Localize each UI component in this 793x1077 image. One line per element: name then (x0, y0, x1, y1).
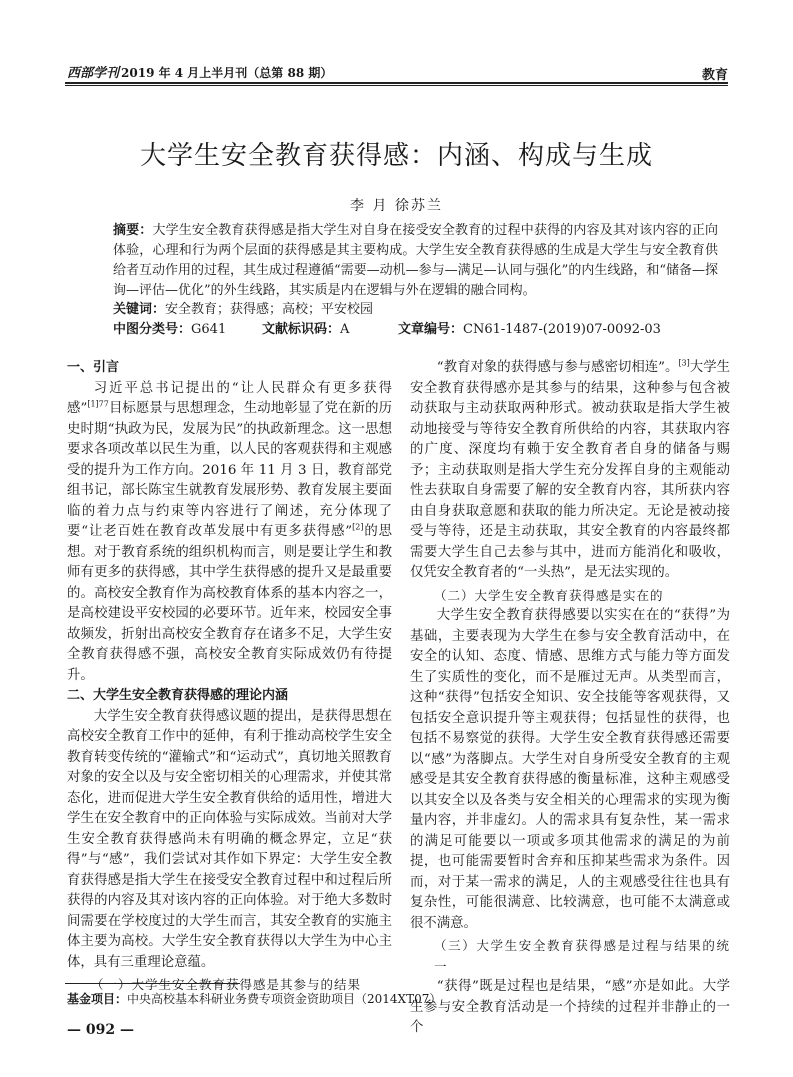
paragraph-text: 大学生安全教育获得感亦是其参与的结果，这种参与包含被动获取与主动获取两种形式。被动获取是指大学生被动地接受与等待安全教育所供给的内容，其获取内容的广度、深度均有赖于安全教育者自身的储备与赐予；主动获取则是指大学生充分发挥自身的主观能动性去获取自身需要了解的安全教育内容，其所获内容由自身获取意愿和获取的能力所决定。无论是被动接受与等待，还是主动获取，其安全教育的内容最终都需要大学生自己去参与其中，进而方能消化和吸收，仅凭安全教育者的“一头热”，是无法实现的。 (410, 360, 730, 580)
journal-name: 西部学刊 (67, 66, 120, 81)
classification-label: 中图分类号： (113, 322, 192, 337)
running-header-left (67, 62, 332, 81)
abstract-text: 大学生安全教育获得感是指大学生对自身在接受安全教育的过程中获得的内容及其对该内容的正向体验，心理和行为两个层面的获得感是其主要构成。大学生安全教育获得感的生成是大学生与安全教育供给者互动作用的过程，其生成过程遵循“需要—动机—参与—满足—认同与强化”的内生线路，和“储备—探询—评估—优化”的外生线路，其实质是内在逻辑与外在逻辑的融合同构。 (113, 223, 718, 298)
paragraph-intro (67, 379, 392, 687)
paragraph-process: “获得”既是过程也是结果，“感”亦是如此。大学生参与安全教育活动是一个持续的过程并非静止的一个 (410, 979, 730, 1035)
header-rule-thin (65, 85, 728, 86)
paragraph-theory: 大学生安全教育获得感议题的提出，是获得思想在高校安全教育工作中的延伸，有利于推动高校学生安全教育转变传统的“灌输式”和“运动式”，真切地关照教育对象的安全以及与安全密切相关的心理需求，并使其常态化，进而促进大学生安全教育供给的适用性，增进大学生在安全教育中的正向体验与实际成效。当前对大学生安全教育获得感尚未有明确的概念界定，立足“获得”与“感”，我们尝试对其作如下界定：大学生安全教育获得感是指大学生在接受安全教育过程中和过程后所获得的内容及其对该内容的正向体验。对于绝大多数时间需要在学校度过的大学生而言，其安全教育的实施主体主要为高校。大学生安全教育获得以大学生为中心主体，具有三重理论意蕴。 (67, 708, 392, 970)
article-number-label: 文章编号： (398, 322, 464, 337)
abstract-label: 摘要： (113, 223, 153, 238)
authors: 李 月 徐苏兰 (350, 198, 443, 214)
citation-ref: [1]77 (87, 399, 109, 409)
classification-value: G641 (191, 322, 227, 337)
paragraph-text: 的思想。对于教育系统的组织机构而言，则是要让学生和教师有更多的获得感，其中学生获得感的提升又是最重要的。高校安全教育作为高校教育体系的基本内容之一，是高校建设平安校园的必要环节。近年来，校园安全事故频发，折射出高校安全教育存在诸多不足，大学生安全教育获得感不强，高校安全教育实际成效仍有待提升。 (67, 524, 393, 683)
doc-code-label: 文献标识码： (262, 322, 341, 337)
keywords-text: 安全教育；获得感；高校；平安校园 (165, 302, 374, 317)
paragraph-text: 目标愿景与思想理念，生动地彰显了党在新的历史时期“执政为民，发展为民”的执政新理念。这一思想要求各项改革以民生为重，以人民的客观获得和主观感受的提升为工作方向。2016 年 11 月 3 日，教育部党组书记，部长陈宝生就教育发展形势、教育发展主要面临的着力点与约束等内容进行了阐述，充分体现了要“让老百姓在教育改革发展中有更多获得感” (67, 401, 392, 539)
page-number: — 092 — (67, 1022, 134, 1038)
footnote-label: 基金项目： (67, 992, 128, 1006)
issue-info: 2019 年 4 月上半月刊（总第 88 期） (121, 66, 333, 80)
right-column (410, 358, 730, 1039)
keywords (113, 300, 373, 320)
article-title: 大学生安全教育获得感：内涵、构成与生成 (139, 141, 653, 171)
header-rule (65, 82, 728, 84)
section-name: 教育 (701, 68, 728, 83)
paragraph-substantial: 大学生安全教育获得感要以实实在在的“获得”为基础，主要表现为大学生在参与安全教育活动中，在安全的认知、态度、情感、思维方式与能力等方面发生了实质性的变化，而不是雁过无声。从类型而言，这种“获得”包括安全知识、安全技能等客观获得，又包括安全意识提升等主观获得；包括显性的获得，也包括不易察觉的获得。大学生安全教育获得感还需要以“感”为落脚点。大学生对自身所受安全教育的主观感受是其安全教育获得感的衡量标准，这种主观感受以其安全以及各类与安全相关的心理需求的实现为衡量内容，并非虚幻。人的需求具有复杂性，某一需求的满足可能要以一项或多项其他需求的满足的为前提，也可能需要暂时舍弃和压抑某些需求为条件。因而，对于某一需求的满足，人的主观感受往往也具有复杂性，可能很满意、比较满意，也可能不太满意或很不满意。 (410, 608, 730, 931)
left-column (67, 358, 392, 996)
paragraph-participation (410, 358, 730, 584)
citation-ref: [2] (352, 522, 364, 532)
paragraph-text: “教育对象的获得感与参与感密切相连”。 (436, 360, 679, 375)
keywords-label: 关键词： (113, 302, 166, 317)
subsection-heading-1: （一）大学生安全教育获得感是其参与的结果 (91, 977, 362, 992)
section-heading-intro: 一、引言 (67, 360, 120, 375)
citation-ref: [3] (678, 358, 690, 368)
subsection-heading-2: （二）大学生安全教育获得感是实在的 (434, 587, 664, 603)
doc-code (262, 320, 349, 340)
abstract (113, 221, 718, 301)
footnote (67, 990, 441, 1007)
footnote-text: 中央高校基本科研业务费专项资金资助项目（2014XT07） (127, 992, 442, 1006)
article-number (398, 320, 661, 340)
article-number-value: CN61-1487-(2019)07-0092-03 (463, 322, 661, 337)
subsection-heading-3: （三）大学生安全教育获得感是过程与结果的统一 (434, 938, 730, 974)
classification (113, 320, 226, 340)
doc-code-value: A (340, 322, 350, 337)
section-heading-theory: 二、大学生安全教育获得感的理论内涵 (67, 688, 289, 703)
footnote-rule (65, 983, 240, 984)
paragraph-text: 习近平总书记提出的“让人民群众有更多获得感” (67, 380, 392, 416)
